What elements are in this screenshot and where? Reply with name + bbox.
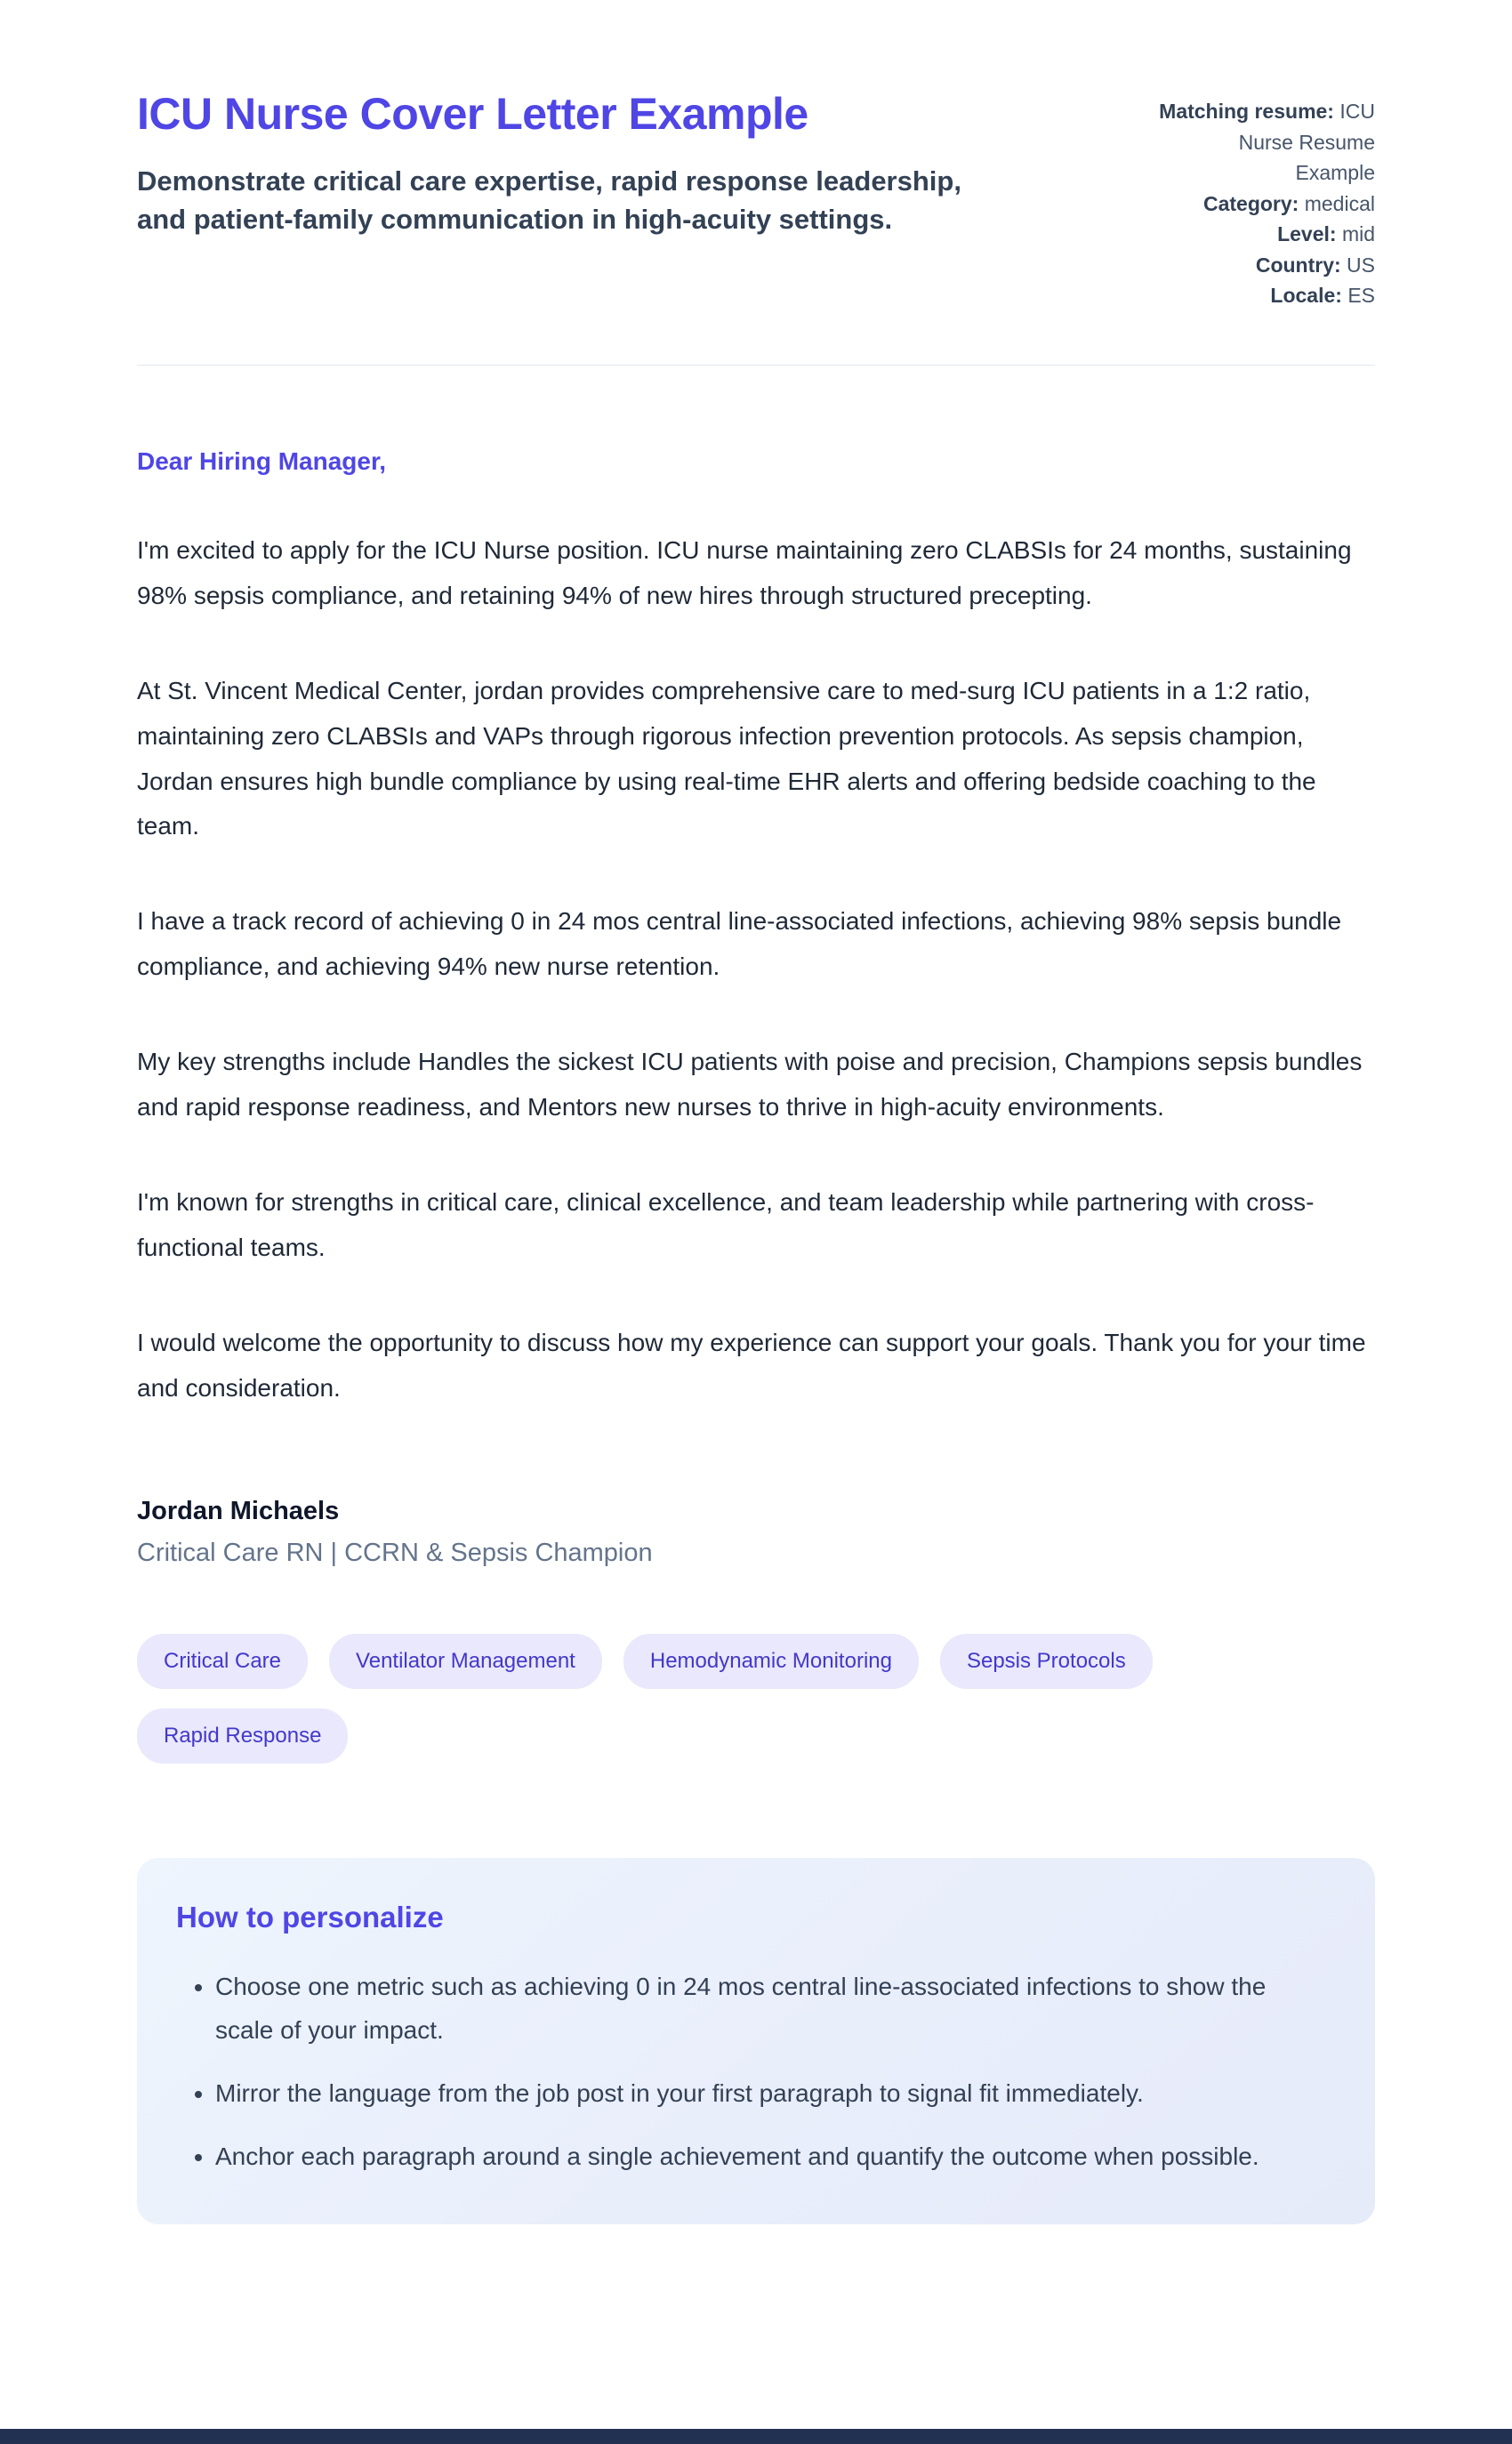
personalize-box (137, 1858, 1375, 2224)
letter-body (137, 444, 1375, 1569)
meta-level (1157, 219, 1375, 250)
personalize-tip-list (176, 1965, 1325, 2178)
salutation: Dear Hiring Manager, (137, 446, 387, 475)
skill-tag-rapid-response: Rapid Response (137, 1708, 348, 1764)
letter-paragraph-1: I'm excited to apply for the ICU Nurse position. ICU nurse maintaining zero CLABSIs for 24 months, sustaining 98% sepsis compliance, and retaining 94% of new hires through structured precepting. (137, 535, 1352, 609)
signature-name: Jordan Michaels (137, 1497, 340, 1526)
meta-label: Country: (1255, 253, 1341, 277)
personalize-tip-1: • Choose one metric such as achieving 0 in 24 mos central line-associated infections to show the scale of your impact. (215, 1965, 1325, 2052)
letter-paragraph-4: My key strengths include Handles the sickest ICU patients with poise and precision, Champions sepsis bundles and rapid response readiness, and Mentors new nurses to thrive in high-acuity environments. (137, 1048, 1363, 1122)
meta-locale (1157, 280, 1375, 311)
skill-tag-ventilator-management: Ventilator Management (329, 1634, 602, 1689)
meta-label: Matching resume: (1159, 100, 1334, 123)
personalize-heading: How to personalize (176, 1901, 444, 1934)
meta-category (1157, 189, 1375, 220)
header-title-block (137, 89, 1114, 238)
skill-tag-sepsis-protocols: Sepsis Protocols (940, 1634, 1153, 1689)
meta-value: ES (1347, 284, 1375, 307)
page-title: ICU Nurse Cover Letter Example (137, 89, 808, 139)
meta-label: Category: (1202, 191, 1299, 215)
header-divider (137, 365, 1375, 366)
meta-value: ICU Nurse Resume Example (1238, 100, 1375, 184)
meta-panel (1157, 89, 1375, 311)
footer-bar (0, 2429, 1512, 2444)
personalize-tip-2: • Mirror the language from the job post in your first paragraph to signal fit immediately. (215, 2071, 1325, 2115)
meta-value: US (1347, 253, 1375, 277)
cover-letter-page (137, 0, 1375, 2224)
page-header (137, 89, 1375, 311)
signature-role: Critical Care RN | CCRN & Sepsis Champion (137, 1539, 653, 1568)
meta-country (1157, 250, 1375, 281)
personalize-tip-3: • Anchor each paragraph around a single achievement and quantify the outcome when possible. (215, 2134, 1325, 2178)
letter-paragraph-6: I would welcome the opportunity to discuss how my experience can support your goals. Thank you for your time and consideration. (137, 1329, 1366, 1403)
meta-matching-resume (1157, 96, 1375, 189)
meta-label: Level: (1277, 222, 1337, 245)
skill-tag-list (137, 1634, 1375, 1764)
meta-value: medical (1304, 191, 1375, 215)
page-subtitle: Demonstrate critical care expertise, rapid response leadership, and patient-family communication in high-acuity settings. (137, 165, 961, 235)
meta-label: Locale: (1270, 284, 1342, 307)
letter-paragraph-5: I'm known for strengths in critical care, clinical excellence, and team leadership while partnering with cross-functional teams. (137, 1188, 1315, 1262)
letter-paragraph-3: I have a track record of achieving 0 in 24 mos central line-associated infections, achieving 98% sepsis bundle compliance, and achieving 94% new nurse retention. (137, 907, 1342, 981)
skill-tag-hemodynamic-monitoring: Hemodynamic Monitoring (623, 1634, 919, 1689)
letter-paragraph-2: At St. Vincent Medical Center, jordan provides comprehensive care to med-surg ICU patients in a 1:2 ratio, maintaining zero CLABSIs and VAPs through rigorous infection prevention protocols. As sepsis champion, Jordan ensures high bundle compliance by using real-time EHR alerts and offering bedside coaching to the team. (137, 676, 1316, 840)
skill-tag-critical-care: Critical Care (137, 1634, 308, 1689)
meta-value: mid (1341, 222, 1375, 245)
